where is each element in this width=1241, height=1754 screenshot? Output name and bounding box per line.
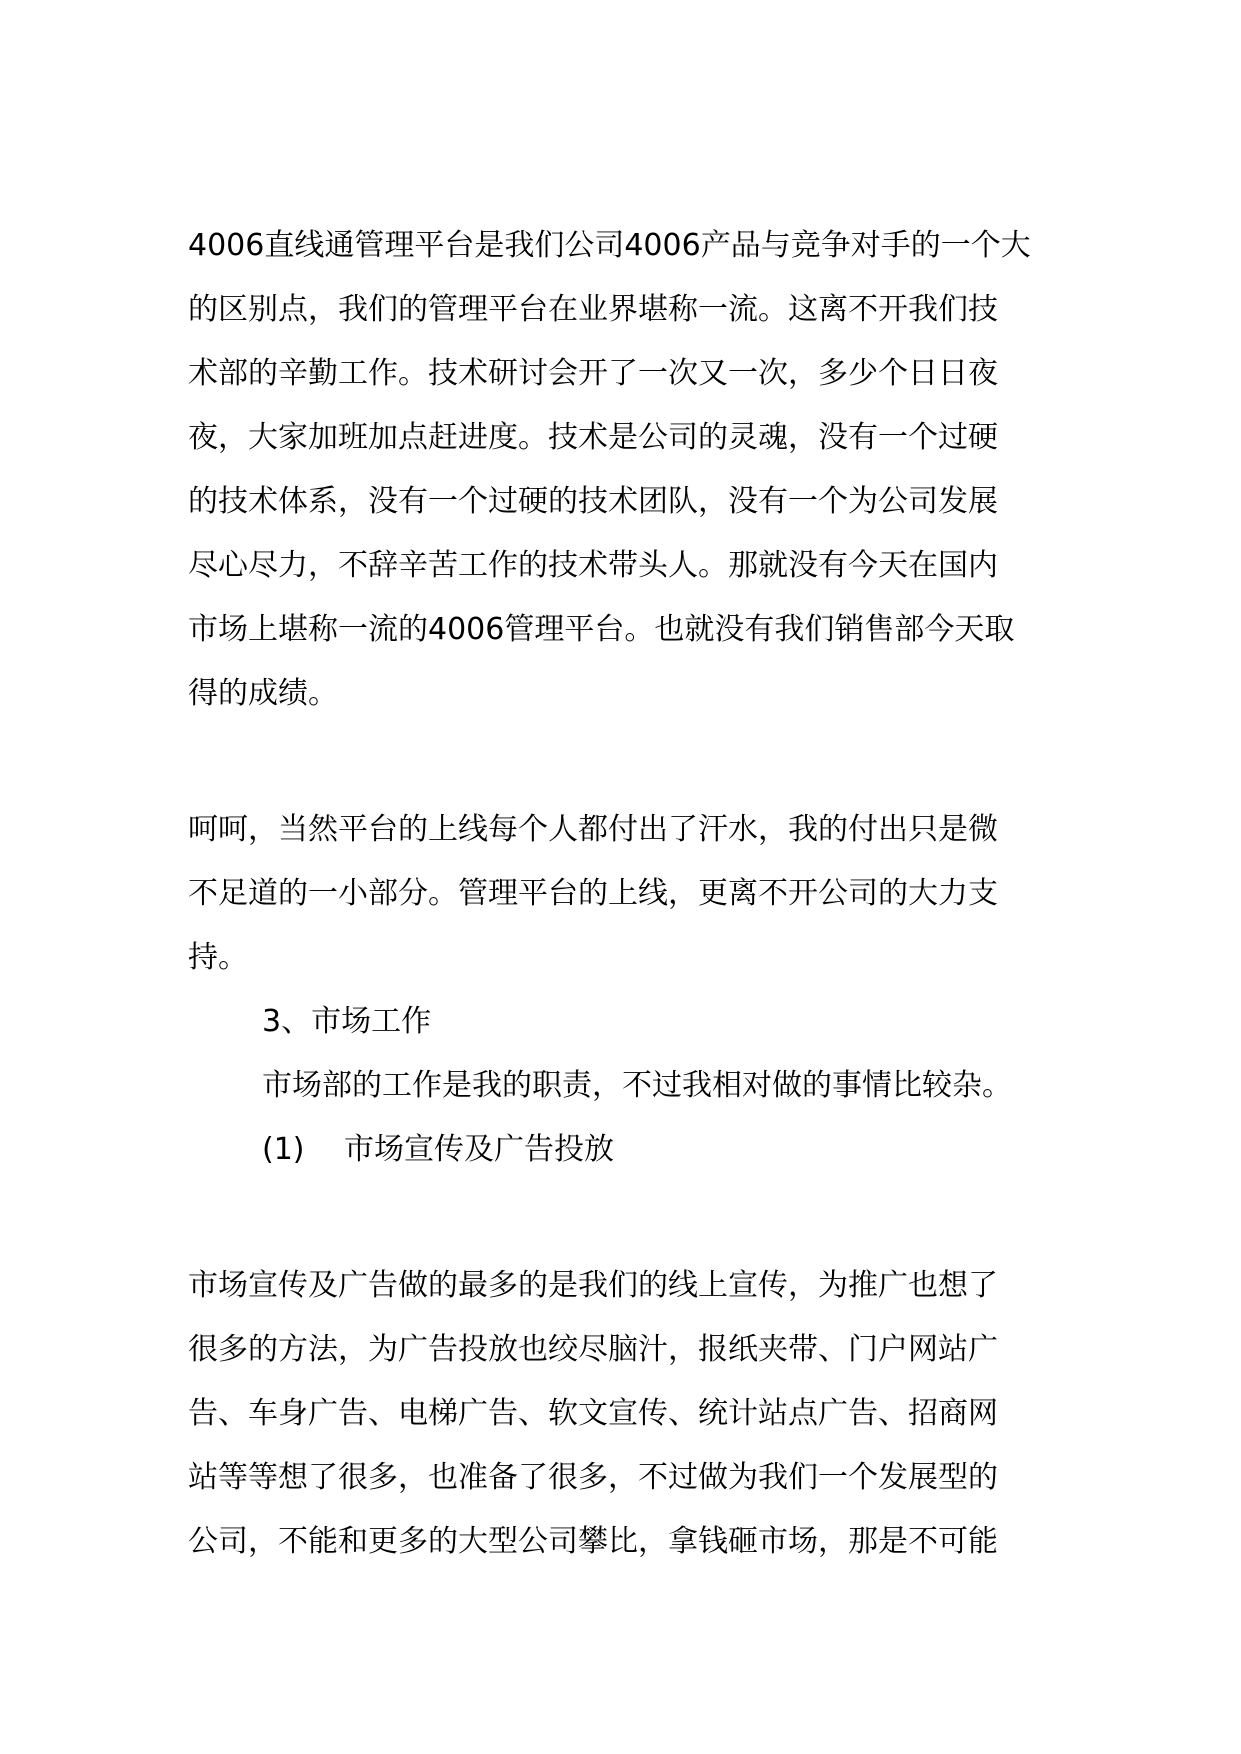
- paragraph-1-line-3: 术部的辛勤工作。技术研讨会开了一次又一次，多少个日日夜: [188, 356, 998, 391]
- paragraph-3-line-1: 市场宣传及广告做的最多的是我们的线上宣传，为推广也想了: [188, 1268, 998, 1303]
- paragraph-2-line-3: 持。: [188, 940, 248, 975]
- paragraph-2-line-2: 不足道的一小部分。管理平台的上线，更离不开公司的大力支: [188, 876, 998, 911]
- paragraph-3-line-4: 站等等想了很多，也准备了很多，不过做为我们一个发展型的: [188, 1460, 998, 1495]
- paragraph-1-line-8: 得的成绩。: [188, 676, 338, 711]
- paragraph-2-line-1: 呵呵，当然平台的上线每个人都付出了汗水，我的付出只是微: [188, 812, 998, 847]
- paragraph-1-line-5: 的技术体系，没有一个过硬的技术团队，没有一个为公司发展: [188, 484, 998, 519]
- subsection-heading: (1) 市场宣传及广告投放: [262, 1132, 615, 1167]
- paragraph-3-line-2: 很多的方法，为广告投放也绞尽脑汁，报纸夹带、门户网站广: [188, 1332, 998, 1367]
- paragraph-1-line-1: 4006直线通管理平台是我们公司4006产品与竞争对手的一个大: [188, 228, 1031, 263]
- paragraph-3-line-3: 告、车身广告、电梯广告、软文宣传、统计站点广告、招商网: [188, 1396, 998, 1431]
- paragraph-1-line-4: 夜，大家加班加点赶进度。技术是公司的灵魂，没有一个过硬: [188, 420, 998, 455]
- paragraph-1-line-7: 市场上堪称一流的4006管理平台。也就没有我们销售部今天取: [188, 612, 1015, 647]
- section-intro: 市场部的工作是我的职责，不过我相对做的事情比较杂。: [262, 1068, 1012, 1103]
- paragraph-1-line-2: 的区别点，我们的管理平台在业界堪称一流。这离不开我们技: [188, 292, 998, 327]
- paragraph-3-line-5: 公司，不能和更多的大型公司攀比，拿钱砸市场，那是不可能: [188, 1524, 998, 1559]
- paragraph-1-line-6: 尽心尽力，不辞辛苦工作的技术带头人。那就没有今天在国内: [188, 548, 998, 583]
- section-heading: 3、市场工作: [262, 1004, 432, 1039]
